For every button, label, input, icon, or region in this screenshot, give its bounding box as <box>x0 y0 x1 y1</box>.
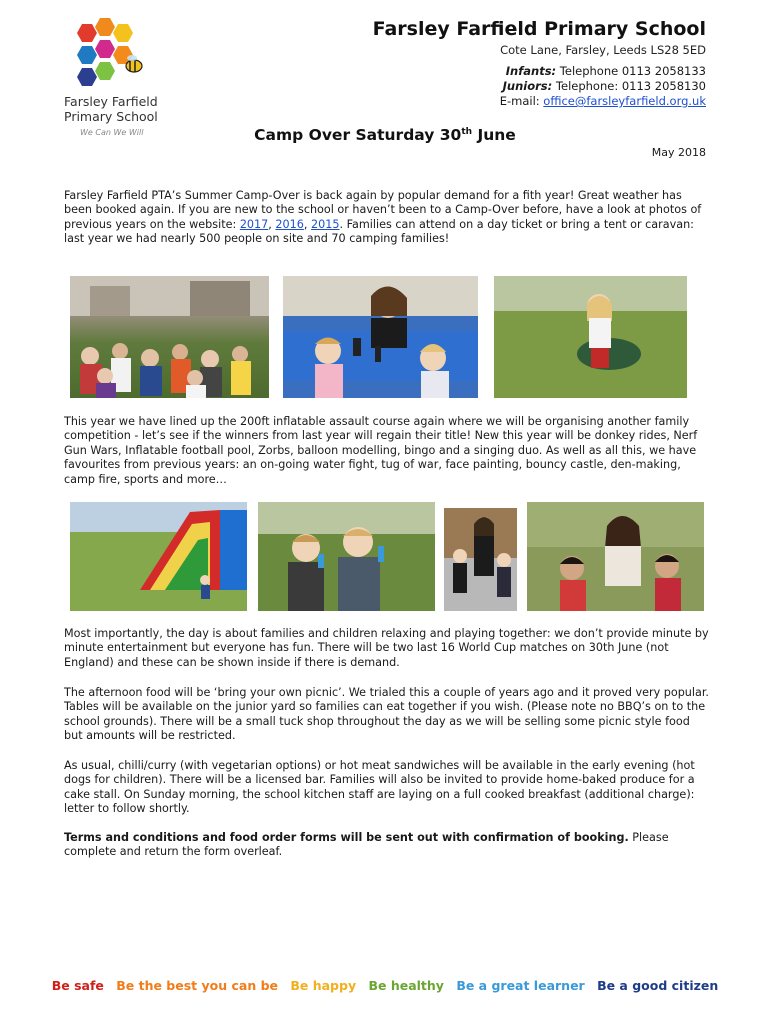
value-be-great-learner: Be a great learner <box>456 978 585 993</box>
value-be-happy: Be happy <box>290 978 357 993</box>
photo-girl-on-sleeping-bag <box>494 276 687 398</box>
families-paragraph: Most importantly, the day is about families and children relaxing and playing together: we don’t provide minute by minute entertainment but everyone has fun. There will be two last 16 World Cup matches on 30th June (not England) and these can be shown inside if there is demand. <box>64 627 709 669</box>
evening-food-paragraph: As usual, chilli/curry (with vegetarian options) or hot meat sandwiches will be available in the early evening (hot dogs for children). There will be a licensed bar. Families will also be invited to provide home-baked produce for a cake stall. On Sunday morning, the school kitchen staff are laying on a full cooked breakfast (additional charge): letter to follow shortly. <box>64 759 695 816</box>
logo-motto: We Can We Will <box>80 128 144 137</box>
value-be-best: Be the best you can be <box>116 978 278 993</box>
intro-paragraph: Farsley Farfield PTA’s Summer Camp-Over is back again by popular demand for a fith year! Great weather has been booked again. If you are new to the school or haven’t been to a Camp-Over before, have a look at photos of previous years on the website: 2017, 2016, 2015. Families can attend on a day ticket or bring a tent or caravan: last year we had nearly 500 people on site and 70 camping families! <box>64 189 702 246</box>
link-2016[interactable]: 2016 <box>275 217 304 231</box>
logo-school-name: Farsley Farfield Primary School <box>64 94 158 124</box>
event-title: Camp Over Saturday 30th June <box>254 126 516 144</box>
value-be-good-citizen: Be a good citizen <box>597 978 719 993</box>
school-logo-icon <box>60 18 160 94</box>
value-be-healthy: Be healthy <box>368 978 444 993</box>
photo-inflatable-course <box>70 502 247 611</box>
school-values-footer <box>0 978 770 993</box>
link-2017[interactable]: 2017 <box>239 217 269 231</box>
infants-telephone: Infants: Telephone 0113 2058133 <box>505 64 706 78</box>
school-address: Cote Lane, Farsley, Leeds LS28 5ED <box>500 43 706 57</box>
page-title: Farsley Farfield Primary School <box>372 18 706 40</box>
photo-boys-with-ice-lollies <box>258 502 435 611</box>
email-link[interactable]: office@farsleyfarfield.org.uk <box>543 94 706 108</box>
letter-date: May 2018 <box>651 146 706 159</box>
food-paragraph: The afternoon food will be ‘bring your own picnic’. We trialed this a couple of years ago and it proved very popular. Tables will be available on the junior yard so families can eat together if you wish. (Please note no BBQ’s on to the school grounds). There will be a small tuck shop throughout the day as we will be selling some picnic style food but amounts will be restricted. <box>64 686 709 743</box>
terms-paragraph: Terms and conditions and food order forms will be sent out with confirmation of booking. Please complete and return the form overleaf. <box>64 831 669 859</box>
value-be-safe: Be safe <box>51 978 104 993</box>
photo-craft-activity-table <box>283 276 478 398</box>
school-email: E-mail: office@farsleyfarfield.org.uk <box>499 94 706 108</box>
photo-mother-with-daughters <box>527 502 704 611</box>
photo-children-sitting-on-grass <box>70 276 269 398</box>
link-2015[interactable]: 2015 <box>311 217 340 231</box>
juniors-telephone: Juniors: Telephone: 0113 2058130 <box>502 79 706 93</box>
photo-woman-with-two-girls <box>444 508 517 611</box>
activities-paragraph: This year we have lined up the 200ft inflatable assault course again where we will be organising another family competition - let’s see if the winners from last year will regain their title! New this year will be donkey rides, Nerf Gun Wars, Inflatable football pool, Zorbs, balloon modelling, bingo and a singing duo. As well as all this, we have favourites from previous years: an on-going water fight, tug of war, face painting, bouncy castle, den-making, camp fire, sports and more… <box>64 415 698 486</box>
